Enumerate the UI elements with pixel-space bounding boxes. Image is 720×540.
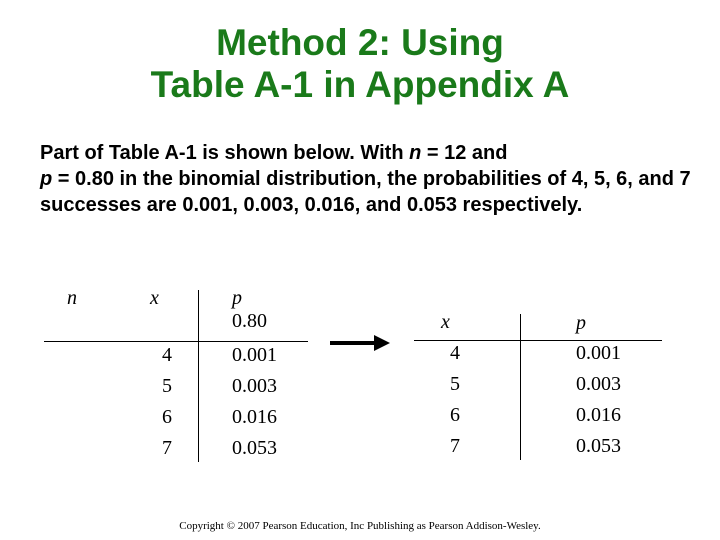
left-x-cell: 7 xyxy=(162,437,172,459)
text-part-2: = 12 and xyxy=(421,142,508,164)
text-part-3: = 0.80 in the binomial distribution, the probabilities of 4, 5, 6, and 7 successes are 0.001, 0.003, 0.016, and 0.053 respectively. xyxy=(40,168,691,216)
right-prob-cell: 0.003 xyxy=(576,373,621,395)
left-p-value: 0.80 xyxy=(232,310,267,332)
left-header-p: p xyxy=(232,287,242,309)
left-prob-cell: 0.053 xyxy=(232,437,277,459)
right-header-rule xyxy=(414,340,662,341)
right-prob-cell: 0.016 xyxy=(576,404,621,426)
copyright-notice: Copyright © 2007 Pearson Education, Inc Publishing as Pearson Addison-Wesley. xyxy=(179,520,541,532)
right-prob-cell: 0.001 xyxy=(576,342,621,364)
right-header-x: x xyxy=(441,311,450,333)
title-line-1: Method 2: Using xyxy=(216,22,504,63)
right-x-cell: 7 xyxy=(450,435,460,457)
slide-title xyxy=(0,22,720,106)
right-header-p: p xyxy=(576,312,586,334)
left-header-x: x xyxy=(150,287,159,309)
left-x-cell: 6 xyxy=(162,406,172,428)
variable-p: p xyxy=(40,168,53,190)
body-paragraph xyxy=(40,140,700,218)
left-header-rule xyxy=(44,341,308,342)
left-column-divider xyxy=(198,290,199,462)
right-arrow-icon xyxy=(330,333,392,353)
left-x-cell: 4 xyxy=(162,344,172,366)
left-prob-cell: 0.001 xyxy=(232,344,277,366)
left-prob-cell: 0.003 xyxy=(232,375,277,397)
right-x-cell: 4 xyxy=(450,342,460,364)
right-column-divider xyxy=(520,314,521,460)
left-header-n: n xyxy=(67,287,77,309)
right-x-cell: 6 xyxy=(450,404,460,426)
left-x-cell: 5 xyxy=(162,375,172,397)
variable-n: n xyxy=(409,142,422,164)
text-part-1: Part of Table A-1 is shown below. With xyxy=(40,142,410,164)
left-prob-cell: 0.016 xyxy=(232,406,277,428)
right-x-cell: 5 xyxy=(450,373,460,395)
title-line-2: Table A-1 in Appendix A xyxy=(150,64,570,105)
right-prob-cell: 0.053 xyxy=(576,435,621,457)
